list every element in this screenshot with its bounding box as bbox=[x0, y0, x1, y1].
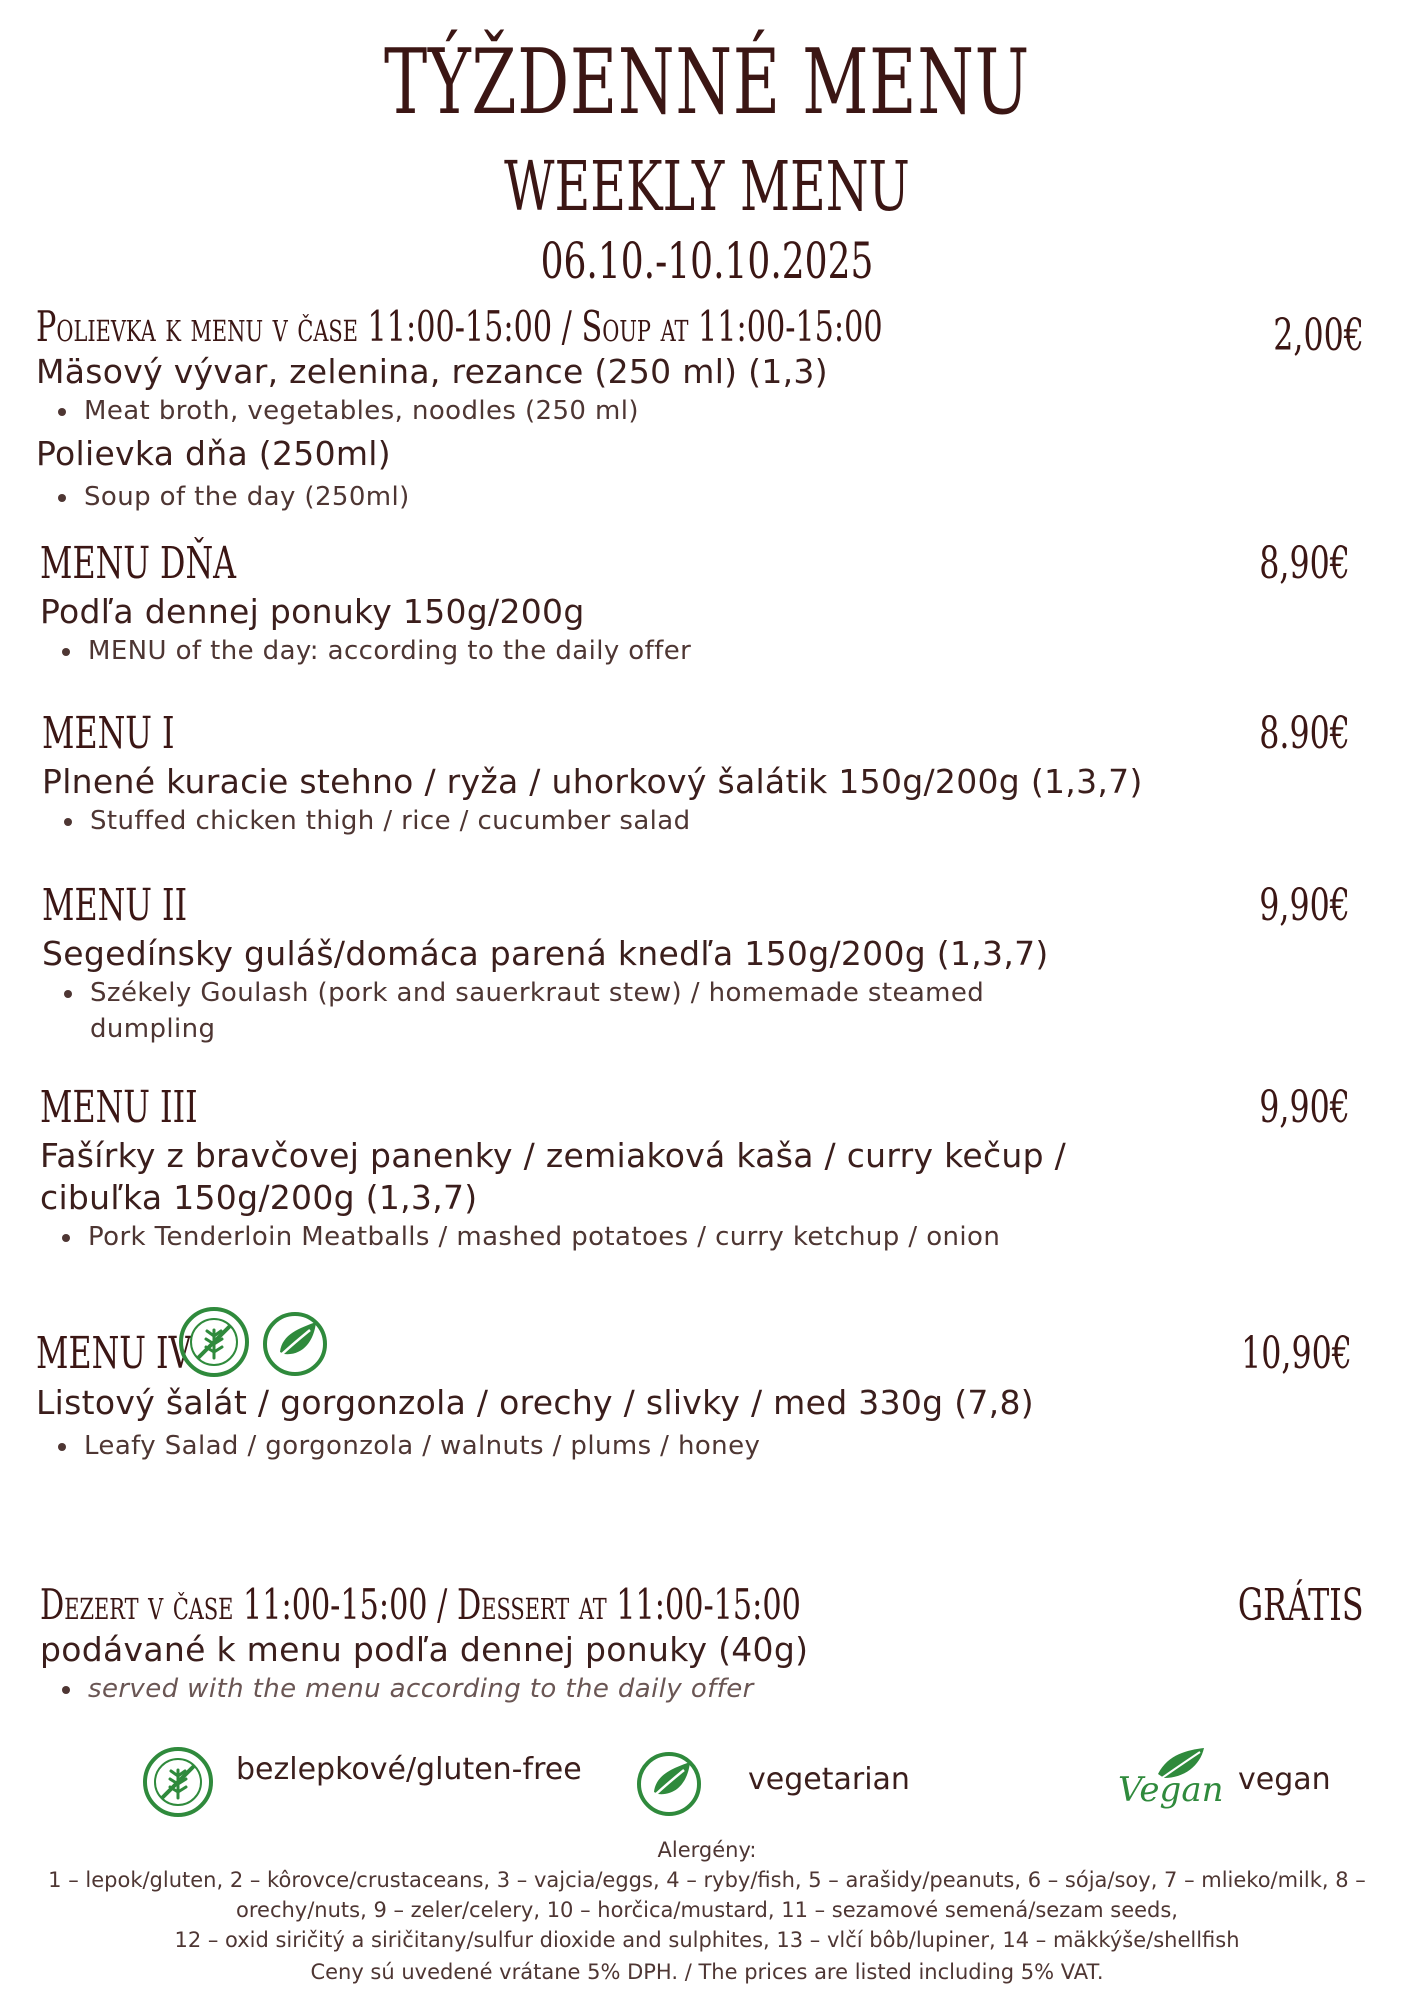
gluten-free-icon bbox=[178, 1306, 250, 1382]
legend-vegan-icon bbox=[1118, 1744, 1224, 1824]
allergens-line-1: 1 – lepok/gluten, 2 – kôrovce/crustaceans, 3 – vajcia/eggs, 4 – ryby/fish, 5 – arašidy/peanuts, 6 – sója/soy, 7 – mlieko/milk, 8 – bbox=[48, 1868, 1366, 1892]
menu-day-price: 8,90€ bbox=[1259, 538, 1350, 589]
soup-item-2: Polievka dňa (250ml) bbox=[36, 434, 391, 473]
menu-2-price: 9,90€ bbox=[1259, 880, 1350, 931]
dessert-price: GRÁTIS bbox=[1238, 1580, 1364, 1631]
menu-3-item-line-1: Fašírky z bravčovej panenky / zemiaková kaša / curry kečup / bbox=[40, 1136, 1067, 1175]
legend-gluten-free-icon bbox=[142, 1746, 214, 1822]
soup-item-2-en: Soup of the day (250ml) bbox=[36, 479, 1376, 515]
vegetarian-icon bbox=[260, 1308, 330, 1382]
dessert-item: podávané k menu podľa dennej ponuky (40g) bbox=[40, 1630, 809, 1669]
menu-2-section bbox=[42, 880, 1382, 1047]
soup-price: 2,00€ bbox=[1273, 310, 1364, 361]
soup-heading: Polievka k menu v čase 11:00-15:00 / Soup at 11:00-15:00 bbox=[36, 302, 883, 351]
page-title: TÝŽDENNÉ MENU bbox=[384, 30, 1030, 135]
menu-3-heading: MENU III bbox=[40, 1082, 198, 1133]
menu-4-price: 10,90€ bbox=[1241, 1328, 1352, 1379]
menu-2-heading: MENU II bbox=[42, 880, 188, 931]
soup-item-1-en: Meat broth, vegetables, noodles (250 ml) bbox=[36, 393, 1376, 429]
allergens-block bbox=[40, 1835, 1374, 1955]
menu-1-section bbox=[42, 708, 1382, 839]
legend-vegetarian-label: vegetarian bbox=[748, 1762, 910, 1797]
dessert-section bbox=[40, 1580, 1380, 1707]
legend-vegan-logo-text: Vegan bbox=[1118, 1770, 1224, 1810]
menu-4-item: Listový šalát / gorgonzola / orechy / slivky / med 330g (7,8) bbox=[36, 1383, 1034, 1422]
menu-1-heading: MENU I bbox=[42, 708, 175, 759]
menu-1-price: 8.90€ bbox=[1259, 708, 1350, 759]
dessert-heading: Dezert v čase 11:00-15:00 / Dessert at 11:00-15:00 bbox=[40, 1580, 801, 1629]
legend-vegetarian-icon bbox=[634, 1748, 704, 1822]
dessert-item-en: served with the menu according to the daily offer bbox=[40, 1671, 1380, 1707]
menu-3-section bbox=[40, 1082, 1380, 1255]
allergens-line-3: 12 – oxid siričitý a siričitany/sulfur dioxide and sulphites, 13 – vlčí bôb/lupiner, 14 – mäkkýše/shellfish bbox=[174, 1928, 1240, 1952]
menu-4-item-en: Leafy Salad / gorgonzola / walnuts / plums / honey bbox=[36, 1428, 1376, 1464]
soup-item-1: Mäsový vývar, zelenina, rezance (250 ml) (1,3) bbox=[36, 352, 828, 391]
menu-dates: 06.10.-10.10.2025 bbox=[540, 232, 874, 290]
menu-4-heading: MENU IV bbox=[36, 1328, 192, 1379]
vat-note: Ceny sú uvedené vrátane 5% DPH. / The prices are listed including 5% VAT. bbox=[310, 1960, 1104, 1984]
allergens-line-2: orechy/nuts, 9 – zeler/celery, 10 – horčica/mustard, 11 – sezamové semená/sezam seeds, bbox=[236, 1898, 1178, 1922]
menu-day-section bbox=[40, 538, 1380, 669]
menu-3-price: 9,90€ bbox=[1259, 1082, 1350, 1133]
dietary-legend bbox=[0, 1738, 1414, 1828]
menu-2-item: Segedínsky guláš/domáca parená knedľa 150g/200g (1,3,7) bbox=[42, 934, 1049, 973]
menu-1-item-en: Stuffed chicken thigh / rice / cucumber salad bbox=[42, 803, 1382, 839]
menu-day-item: Podľa dennej ponuky 150g/200g bbox=[40, 592, 585, 631]
page-subtitle: WEEKLY MENU bbox=[504, 148, 910, 227]
legend-vegan-label: vegan bbox=[1238, 1762, 1331, 1797]
allergens-title: Alergény: bbox=[657, 1838, 757, 1862]
legend-gluten-free-label: bezlepkové/gluten-free bbox=[236, 1752, 582, 1787]
menu-1-item: Plnené kuracie stehno / ryža / uhorkový šalátik 150g/200g (1,3,7) bbox=[42, 762, 1143, 801]
menu-3-item-en: Pork Tenderloin Meatballs / mashed potatoes / curry ketchup / onion bbox=[40, 1219, 1380, 1255]
menu-day-heading: MENU DŇA bbox=[40, 538, 237, 589]
soup-section bbox=[36, 302, 1376, 515]
menu-4-section bbox=[36, 1320, 1376, 1464]
menu-day-item-en: MENU of the day: according to the daily offer bbox=[40, 633, 1380, 669]
menu-3-item-line-2: cibuľka 150g/200g (1,3,7) bbox=[40, 1178, 478, 1217]
menu-2-item-en: Székely Goulash (pork and sauerkraut stew) / homemade steamed dumpling bbox=[42, 975, 1110, 1047]
